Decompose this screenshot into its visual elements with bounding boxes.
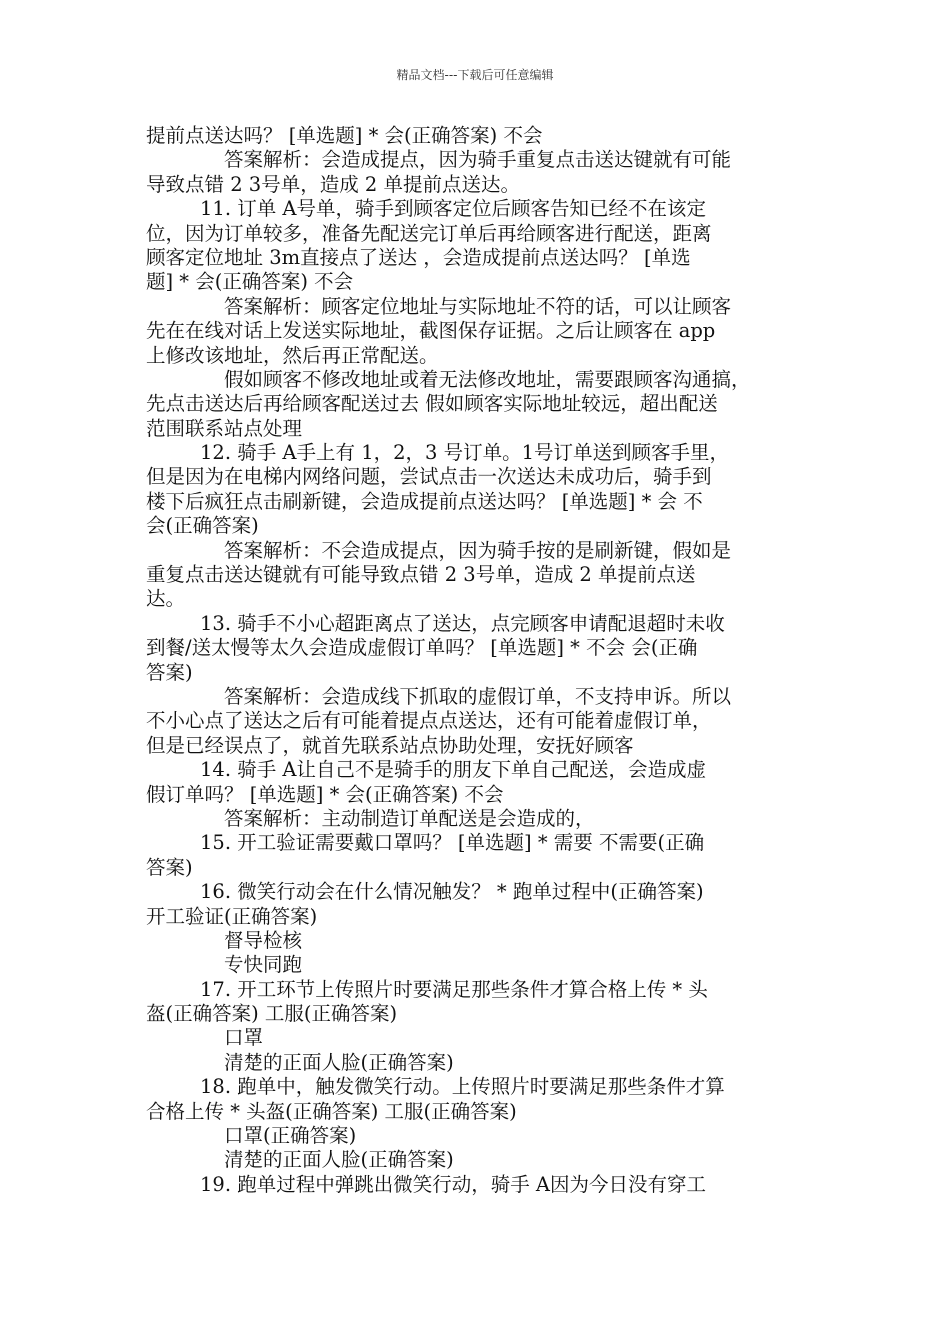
text-line: 专快同跑 xyxy=(224,953,303,977)
text-line: 18. 跑单中，触发微笑行动。上传照片时要满足那些条件才算 xyxy=(200,1075,725,1099)
text-line: 上修改该地址，然后再正常配送。 xyxy=(146,343,439,367)
text-line: 假如顾客不修改地址或着无法修改地址，需要跟顾客沟通搞， xyxy=(224,367,751,391)
text-line: 13. 骑手不小心超距离点了送达，点完顾客申请配退超时未收 xyxy=(200,611,725,635)
text-line: 11. 订单 A号单，骑手到顾客定位后顾客告知已经不在该定 xyxy=(200,197,706,221)
text-line: 达。 xyxy=(146,587,186,611)
text-line: 开工验证(正确答案) xyxy=(146,904,318,928)
text-line: 导致点错 2 3号单，造成 2 单提前点送达。 xyxy=(146,172,521,196)
text-line: 楼下后疯狂点击刷新键，会造成提前点送达吗？ [单选题] * 会 不 xyxy=(146,489,703,513)
text-line: 合格上传 * 头盔(正确答案) 工服(正确答案) xyxy=(146,1099,517,1123)
text-line: 12. 骑手 A手上有 1，2，3 号订单。1号订单送到顾客手里， xyxy=(200,441,730,465)
text-line: 位，因为订单较多，准备先配送完订单后再给顾客进行配送，距离 xyxy=(146,221,712,245)
text-line: 盔(正确答案) 工服(正确答案) xyxy=(146,1002,398,1026)
text-line: 督导检核 xyxy=(224,928,303,952)
text-line: 17. 开工环节上传照片时要满足那些条件才算合格上传 * 头 xyxy=(200,977,708,1001)
text-line: 先在在线对话上发送实际地址，截图保存证据。之后让顾客在 app xyxy=(146,319,716,343)
text-line: 答案解析：会造成线下抓取的虚假订单，不支持申诉。所以 xyxy=(224,684,732,708)
page-header: 精品文档---下载后可任意编辑 xyxy=(396,68,554,82)
text-line: 答案解析：会造成提点，因为骑手重复点击送达键就有可能 xyxy=(224,148,732,172)
text-line: 清楚的正面人脸(正确答案) xyxy=(224,1148,454,1172)
text-line: 答案) xyxy=(146,660,193,684)
text-line: 假订单吗？ [单选题] * 会(正确答案) 不会 xyxy=(146,782,504,806)
text-line: 答案解析：不会造成提点，因为骑手按的是刷新键，假如是 xyxy=(224,538,732,562)
text-line: 提前点送达吗？ [单选题] * 会(正确答案) 不会 xyxy=(146,124,543,147)
text-line: 到餐/送太慢等太久会造成虚假订单吗？ [单选题] * 不会 会(正确 xyxy=(146,636,698,660)
text-line: 口罩 xyxy=(224,1026,264,1050)
text-line: 范围联系站点处理 xyxy=(146,416,303,440)
text-line: 15. 开工验证需要戴口罩吗？ [单选题] * 需要 不需要(正确 xyxy=(200,831,705,855)
document-body xyxy=(146,124,810,1197)
text-line: 答案解析：主动制造订单配送是会造成的， xyxy=(224,806,595,830)
text-line: 会(正确答案) xyxy=(146,514,259,538)
text-line: 但是因为在电梯内网络问题，尝试点击一次送达未成功后，骑手到 xyxy=(146,465,712,489)
text-line: 先点击送达后再给顾客配送过去 假如顾客实际地址较远，超出配送 xyxy=(146,392,718,416)
text-line: 顾客定位地址 3m直接点了送达 ，会造成提前点送达吗？ [单选 xyxy=(146,245,691,269)
text-line: 口罩(正确答案) xyxy=(224,1124,357,1148)
text-line: 答案) xyxy=(146,855,193,879)
text-line: 19. 跑单过程中弹跳出微笑行动，骑手 A因为今日没有穿工 xyxy=(200,1172,706,1196)
text-line: 不小心点了送达之后有可能着提点点送达，还有可能着虚假订单， xyxy=(146,709,712,733)
text-line: 但是已经误点了，就首先联系站点协助处理，安抚好顾客 xyxy=(146,733,634,757)
text-line: 答案解析：顾客定位地址与实际地址不符的话，可以让顾客 xyxy=(224,294,732,318)
text-line: 重复点击送达键就有可能导致点错 2 3号单，造成 2 单提前点送 xyxy=(146,563,696,587)
text-line: 14. 骑手 A让自己不是骑手的朋友下单自己配送，会造成虚 xyxy=(200,758,706,782)
text-line: 16. 微笑行动会在什么情况触发？ * 跑单过程中(正确答案) xyxy=(200,880,704,904)
text-line: 清楚的正面人脸(正确答案) xyxy=(224,1050,454,1074)
text-line: 题] * 会(正确答案) 不会 xyxy=(146,270,354,294)
